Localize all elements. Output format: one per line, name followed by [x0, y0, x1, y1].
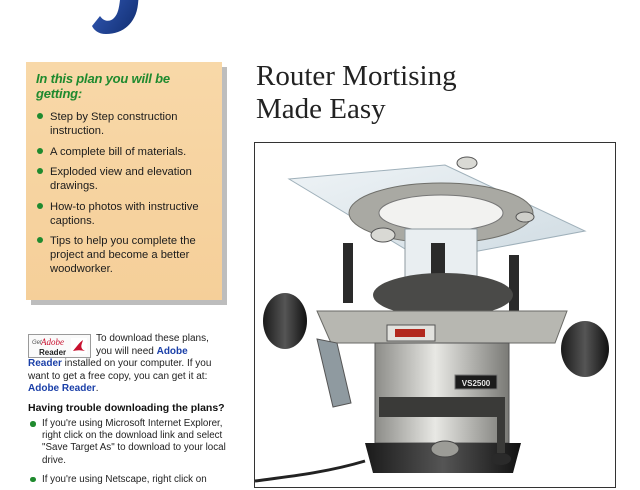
panel-title: In this plan you will be getting: [36, 71, 170, 101]
get-adobe-reader-badge[interactable]: Get Adobe Reader [28, 334, 91, 358]
bullet-icon [30, 477, 36, 483]
model-label: VS2500 [461, 379, 491, 388]
list-item: Tips to help you complete the project and become a better woodworker. [34, 234, 214, 276]
feature-list [34, 110, 214, 276]
list-item: If you're using Netscape, right click on [28, 474, 228, 486]
list-item: If you're using Microsoft Internet Explorer, right click on the download link and select "Save Target As" to download to your local drive. [28, 418, 228, 467]
bullet-icon [37, 148, 43, 154]
bullet-icon [30, 421, 36, 427]
page-title: Router Mortising Made Easy [256, 60, 457, 125]
adobe-download-info: Get Adobe Reader To download these plans, you will need Adobe Reader installed on your computer. If you want to get a free copy, you can get it at: Adobe Reader. [28, 333, 212, 394]
download-help [28, 402, 228, 490]
adobe-reader-download-link[interactable]: Adobe Reader [28, 383, 96, 394]
logo-icon [92, 0, 146, 36]
list-item: Step by Step construction instruction. [34, 110, 214, 138]
bullet-icon [37, 113, 43, 119]
bullet-icon [37, 168, 43, 174]
list-item: Exploded view and elevation drawings. [34, 165, 214, 193]
adobe-reader-icon [71, 338, 87, 354]
router-illustration [255, 143, 616, 488]
plan-features-panel [26, 62, 222, 300]
adobe-reader-link[interactable]: Adobe Reader [28, 345, 188, 369]
bullet-icon [37, 237, 43, 243]
router-photo [254, 142, 616, 488]
bullet-icon [37, 203, 43, 209]
help-title: Having trouble downloading the plans? [28, 402, 225, 414]
help-list [28, 418, 228, 486]
list-item: A complete bill of materials. [34, 145, 214, 159]
list-item: How-to photos with instructive captions. [34, 200, 214, 228]
